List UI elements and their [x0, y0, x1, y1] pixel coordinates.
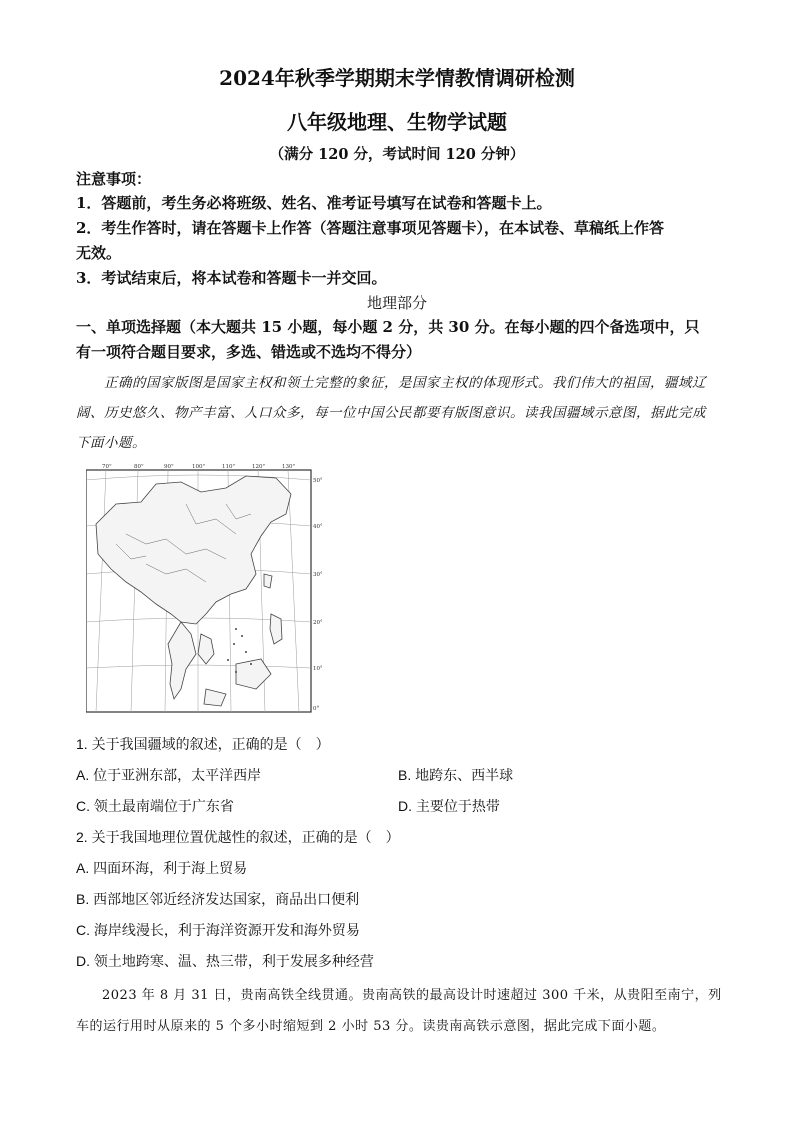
part1-instruction-line2: 有一项符合题目要求，多选、错选或不选均不得分） [76, 343, 422, 361]
passage2-line2: 车的运行用时从原来的 5 个多小时缩短到 2 小时 53 分。读贵南高铁示意图，据此完成下面小题。 [76, 1019, 666, 1034]
notice-item-3: 3．考试结束后，将本试卷和答题卡一并交回。 [76, 269, 387, 287]
notice-item-1: 1．答题前，考生务必将班级、姓名、准考证号填写在试卷和答题卡上。 [76, 194, 552, 212]
lat-label: 10° [313, 666, 322, 672]
q2-option-b[interactable]: B. 西部地区邻近经济发达国家，商品出口便利 [76, 891, 360, 907]
notice-item-2-line2: 无效。 [76, 244, 122, 262]
lon-label: 70° [102, 464, 112, 470]
passage1-line2: 阔、历史悠久、物产丰富、人口众多，每一位中国公民都要有版图意识。读我国疆域示意图，据此完成 [76, 405, 706, 421]
q2-option-d[interactable]: D. 领土地跨寒、温、热三带，利于发展多种经营 [76, 953, 374, 969]
q1-stem: 1. 关于我国疆域的叙述，正确的是（ ） [76, 736, 330, 752]
q1-option-b[interactable]: B. 地跨东、西半球 [398, 767, 514, 783]
lon-label: 80° [134, 464, 144, 470]
q2-option-c[interactable]: C. 海岸线漫长，利于海洋资源开发和海外贸易 [76, 922, 360, 938]
q1-option-c[interactable]: C. 领土最南端位于广东省 [76, 798, 234, 814]
score-note: （满分 120 分，考试时间 120 分钟） [269, 146, 525, 163]
part1-instruction-line1: 一、单项选择题（本大题共 15 小题，每小题 2 分，共 30 分。在每小题的四个备选项中，只 [76, 318, 700, 336]
section-title: 地理部分 [366, 294, 427, 312]
map-svg [86, 464, 322, 716]
notice-heading: 注意事项： [76, 170, 152, 188]
lon-label: 130° [282, 464, 296, 470]
lat-label: 20° [313, 620, 322, 626]
lon-label: 100° [192, 464, 206, 470]
q1-option-d[interactable]: D. 主要位于热带 [398, 798, 500, 814]
exam-title: 2024年秋季学期期末学情教情调研检测 [219, 66, 575, 90]
lat-label: 50° [313, 478, 322, 484]
q1-option-a[interactable]: A. 位于亚洲东部，太平洋西岸 [76, 767, 262, 783]
lat-label: 40° [313, 524, 322, 530]
lat-label: 30° [313, 572, 322, 578]
passage2-line1: 2023 年 8 月 31 日，贵南高铁全线贯通。贵南高铁的最高设计时速超过 300 千米，从贵阳至南宁，列 [102, 988, 722, 1003]
china-territory-map [86, 464, 322, 716]
lon-label: 120° [252, 464, 266, 470]
passage1-line1: 正确的国家版图是国家主权和领土完整的象征，是国家主权的体现形式。我们伟大的祖国，疆域辽 [104, 375, 706, 391]
notice-item-2-line1: 2．考生作答时，请在答题卡上作答（答题注意事项见答题卡），在本试卷、草稿纸上作答 [76, 219, 664, 237]
q2-stem: 2. 关于我国地理位置优越性的叙述，正确的是（ ） [76, 829, 400, 845]
lon-label: 90° [164, 464, 174, 470]
exam-subtitle: 八年级地理、生物学试题 [287, 110, 507, 134]
passage1-line3: 下面小题。 [76, 435, 146, 451]
lon-label: 110° [222, 464, 236, 470]
q2-option-a[interactable]: A. 四面环海，利于海上贸易 [76, 860, 248, 876]
lat-label: 0° [313, 706, 320, 712]
